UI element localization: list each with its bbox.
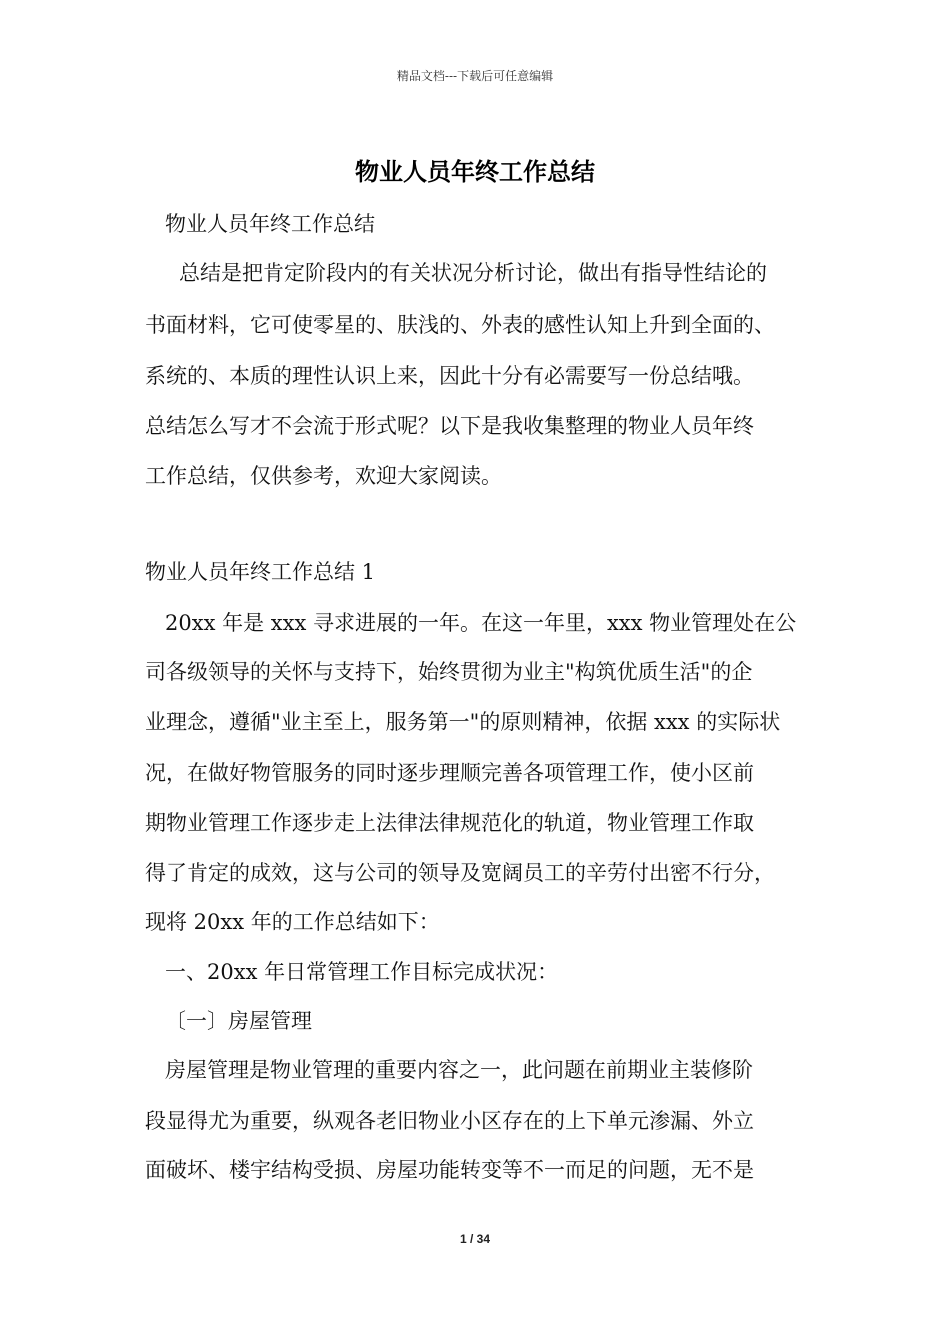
page-number: 1 / 34: [459, 1232, 491, 1246]
text-line: 工作总结，仅供参考，欢迎大家阅读。: [145, 464, 502, 488]
text-line: 书面材料，它可使零星的、肤浅的、外表的感性认知上升到全面的、: [145, 313, 775, 337]
text-line: 总结是把肯定阶段内的有关状况分析讨论，做出有指导性结论的: [179, 261, 767, 285]
text-line: 系统的、本质的理性认识上来，因此十分有必需要写一份总结哦。: [145, 364, 754, 388]
text-line: 况，在做好物管服务的同时逐步理顺完善各项管理工作，使小区前: [145, 761, 754, 785]
text-line: 20xx 年是 xxx 寻求进展的一年。在这一年里，xxx 物业管理处在公: [165, 611, 797, 635]
header-note: 精品文档---下载后可任意编辑: [396, 69, 554, 83]
text-line: 现将 20xx 年的工作总结如下：: [145, 910, 440, 934]
document-title: 物业人员年终工作总结: [355, 157, 595, 186]
text-line: 得了肯定的成效，这与公司的领导及宽阔员工的辛劳付出密不行分，: [145, 861, 775, 885]
text-line: 业理念，遵循"业主至上，服务第一"的原则精神，依据 xxx 的实际状: [145, 710, 781, 734]
text-line: 面破坏、楼宇结构受损、房屋功能转变等不一而足的问题，无不是: [145, 1158, 754, 1182]
text-line: 总结怎么写才不会流于形式呢？以下是我收集整理的物业人员年终: [145, 414, 754, 438]
text-line: 房屋管理是物业管理的重要内容之一，此问题在前期业主装修阶: [165, 1058, 753, 1082]
text-line: 物业人员年终工作总结: [165, 212, 375, 236]
subheading: 〔一〕房屋管理: [165, 1009, 312, 1033]
subheading: 一、20xx 年日常管理工作目标完成状况：: [165, 960, 559, 984]
text-line: 段显得尤为重要，纵观各老旧物业小区存在的上下单元渗漏、外立: [145, 1109, 754, 1133]
section-heading: 物业人员年终工作总结 1: [145, 560, 376, 584]
text-line: 期物业管理工作逐步走上法律法律规范化的轨道，物业管理工作取: [145, 811, 754, 835]
text-line: 司各级领导的关怀与支持下，始终贯彻为业主"构筑优质生活"的企: [145, 660, 753, 684]
